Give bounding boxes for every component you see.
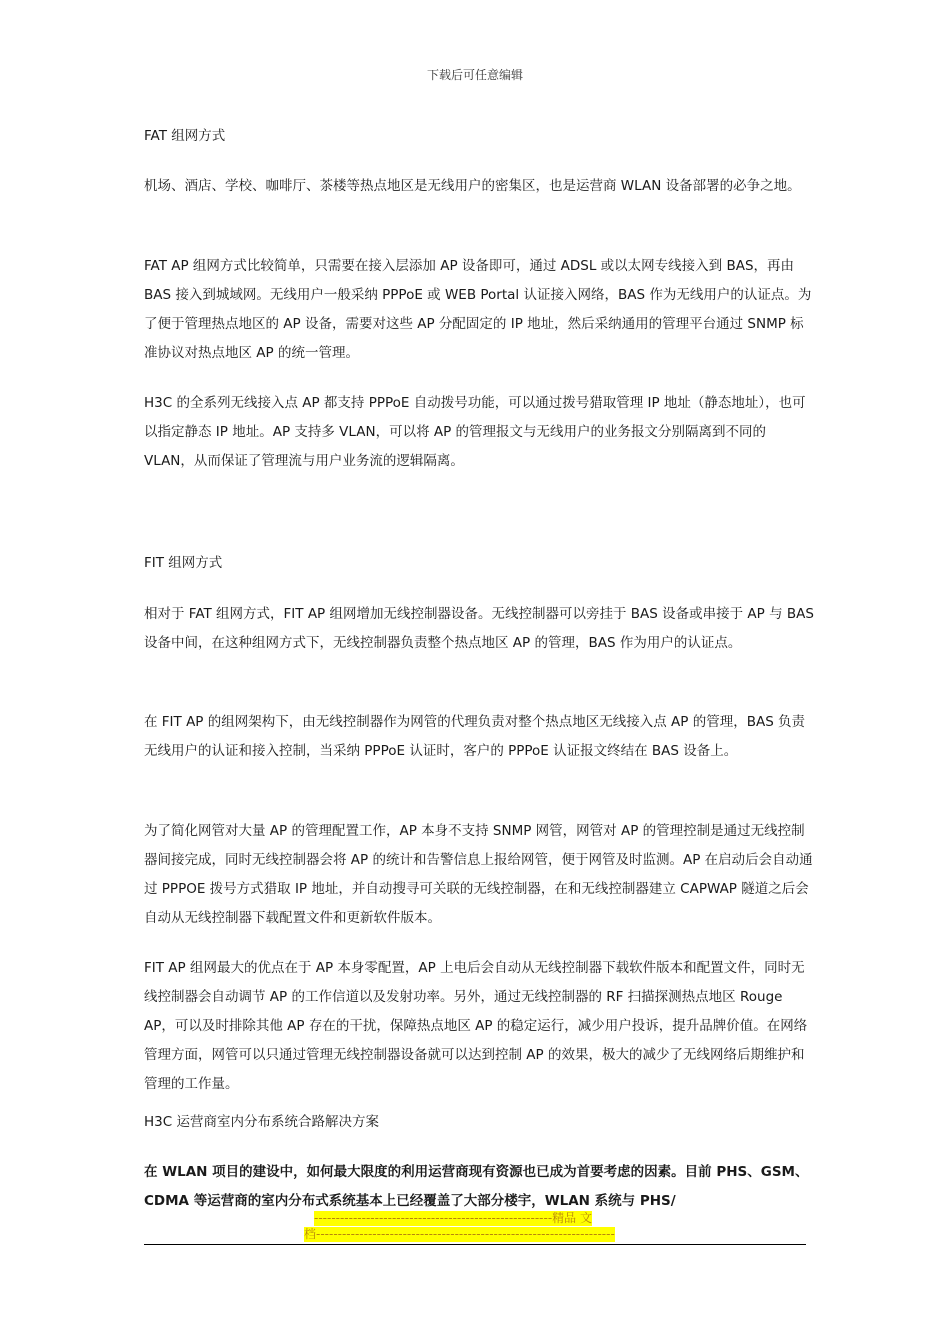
fit-section-title: FIT 组网方式 [144, 555, 223, 571]
h3c-section-title: H3C 运营商室内分布系统合路解决方案 [144, 1114, 379, 1130]
fit-paragraph-4: FIT AP 组网最大的优点在于 AP 本身零配置，AP 上电后会自动从无线控制器下载软件版本和配置文件，同时无线控制器会自动调节 AP 的工作信道以及发射功率。另外，通过无线控制器的 RF 扫描探测热点地区 Rouge AP，可以及时排除其他 AP 存在的干扰，保障热点地区 AP 的稳定运行，减少用户投诉，提升品牌价值。在网络管理方面，网管可以只通过管理无线控制器设备就可以达到控制 AP 的效果，极大的减少了无线网络后期维护和管理的工作量。 [144, 960, 808, 1092]
footer-divider [144, 1244, 806, 1245]
fit-paragraph-2: 在 FIT AP 的组网架构下，由无线控制器作为网管的代理负责对整个热点地区无线接入点 AP 的管理，BAS 负责无线用户的认证和接入控制，当采纳 PPPoE 认证时，客户的 PPPoE 认证报文终结在 BAS 设备上。 [144, 714, 806, 759]
page-header: 下载后可任意编辑 [426, 68, 523, 82]
fit-paragraph-1: 相对于 FAT 组网方式，FIT AP 组网增加无线控制器设备。无线控制器可以旁挂于 BAS 设备或串接于 AP 与 BAS 设备中间，在这种组网方式下，无线控制器负责整个热点地区 AP 的管理，BAS 作为用户的认证点。 [144, 606, 814, 651]
h3c-paragraph-1: 在 WLAN 项目的建设中，如何最大限度的利用运营商现有资源也已成为首要考虑的因素。目前 PHS、GSM、CDMA 等运营商的室内分布式系统基本上已经覆盖了大部分楼宇，WLAN 系统与 PHS/ [144, 1164, 809, 1209]
footer-watermark-line-1: -------------------------------------------------------精品 文 [314, 1211, 592, 1225]
fit-paragraph-3: 为了简化网管对大量 AP 的管理配置工作，AP 本身不支持 SNMP 网管，网管对 AP 的管理控制是通过无线控制器间接完成，同时无线控制器会将 AP 的统计和告警信息上报给网管，便于网管及时监测。AP 在启动后会自动通过 PPPOE 拨号方式猎取 IP 地址，并自动搜寻可关联的无线控制器，在和无线控制器建立 CAPWAP 隧道之后会自动从无线控制器下载配置文件和更新软件版本。 [144, 823, 813, 926]
footer-watermark-line-2: 档--------------------------------------------------------------------- [304, 1227, 615, 1241]
fat-section-title: FAT 组网方式 [144, 128, 226, 144]
fat-paragraph-1: 机场、酒店、学校、咖啡厅、茶楼等热点地区是无线用户的密集区，也是运营商 WLAN 设备部署的必争之地。 [144, 178, 801, 194]
fat-paragraph-3: H3C 的全系列无线接入点 AP 都支持 PPPoE 自动拨号功能，可以通过拨号猎取管理 IP 地址（静态地址），也可以指定静态 IP 地址。AP 支持多 VLAN，可以将 AP 的管理报文与无线用户的业务报文分别隔离到不同的 VLAN，从而保证了管理流与用户业务流的逻辑隔离。 [144, 395, 806, 469]
fat-paragraph-2: FAT AP 组网方式比较简单，只需要在接入层添加 AP 设备即可，通过 ADSL 或以太网专线接入到 BAS，再由 BAS 接入到城域网。无线用户一般采纳 PPPoE 或 WEB Portal 认证接入网络，BAS 作为无线用户的认证点。为了便于管理热点地区的 AP 设备，需要对这些 AP 分配固定的 IP 地址，然后采纳通用的管理平台通过 SNMP 标准协议对热点地区 AP 的统一管理。 [144, 258, 812, 361]
